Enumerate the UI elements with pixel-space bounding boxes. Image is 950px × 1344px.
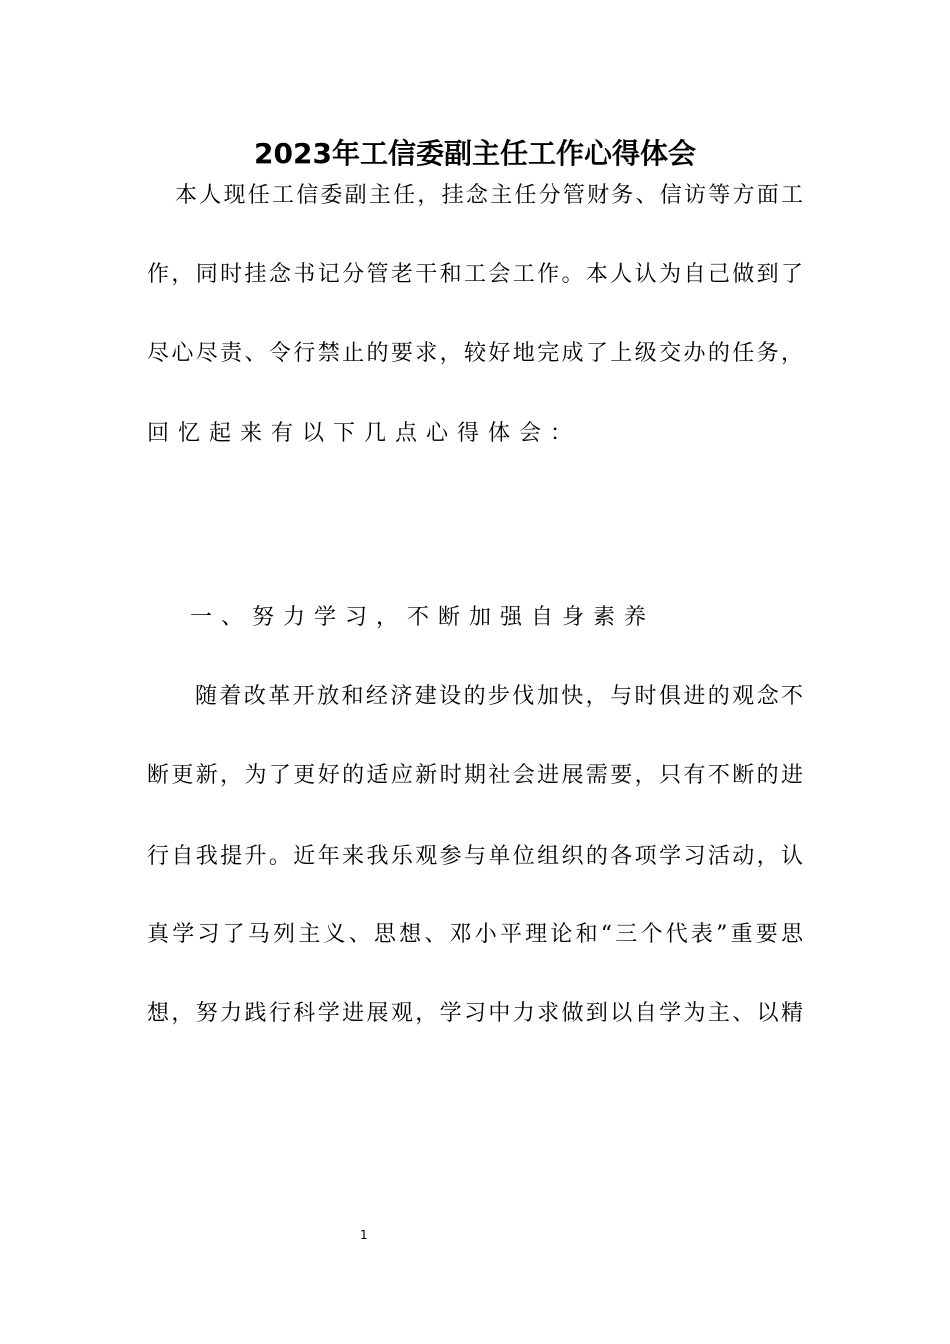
paragraph-line: 行自我提升。近年来我乐观参与单位组织的各项学习活动，认 <box>147 844 803 869</box>
paragraph-line: 随着改革开放和经济建设的步伐加快，与时俱进的观念不 <box>195 684 803 709</box>
paragraph-line: 本人现任工信委副主任，挂念主任分管财务、信访等方面工 <box>175 183 803 208</box>
page-number: 1 <box>360 1228 368 1242</box>
paragraph-line: 真学习了马列主义、思想、邓小平理论和“三个代表”重要思 <box>147 922 803 947</box>
section-heading: 一、努力学习，不断加强自身素养 <box>190 605 656 630</box>
document-title: 2023年工信委副主任工作心得体会 <box>254 137 696 170</box>
paragraph-line: 回忆起来有以下几点心得体会： <box>147 421 582 446</box>
paragraph-line: 断更新，为了更好的适应新时期社会进展需要，只有不断的进 <box>147 763 803 788</box>
paragraph-line: 作，同时挂念书记分管老干和工会工作。本人认为自己做到了 <box>147 262 803 287</box>
paragraph-line: 想，努力践行科学进展观，学习中力求做到以自学为主、以精 <box>147 1001 803 1026</box>
paragraph-line: 尽心尽责、令行禁止的要求，较好地完成了上级交办的任务， <box>147 341 803 366</box>
